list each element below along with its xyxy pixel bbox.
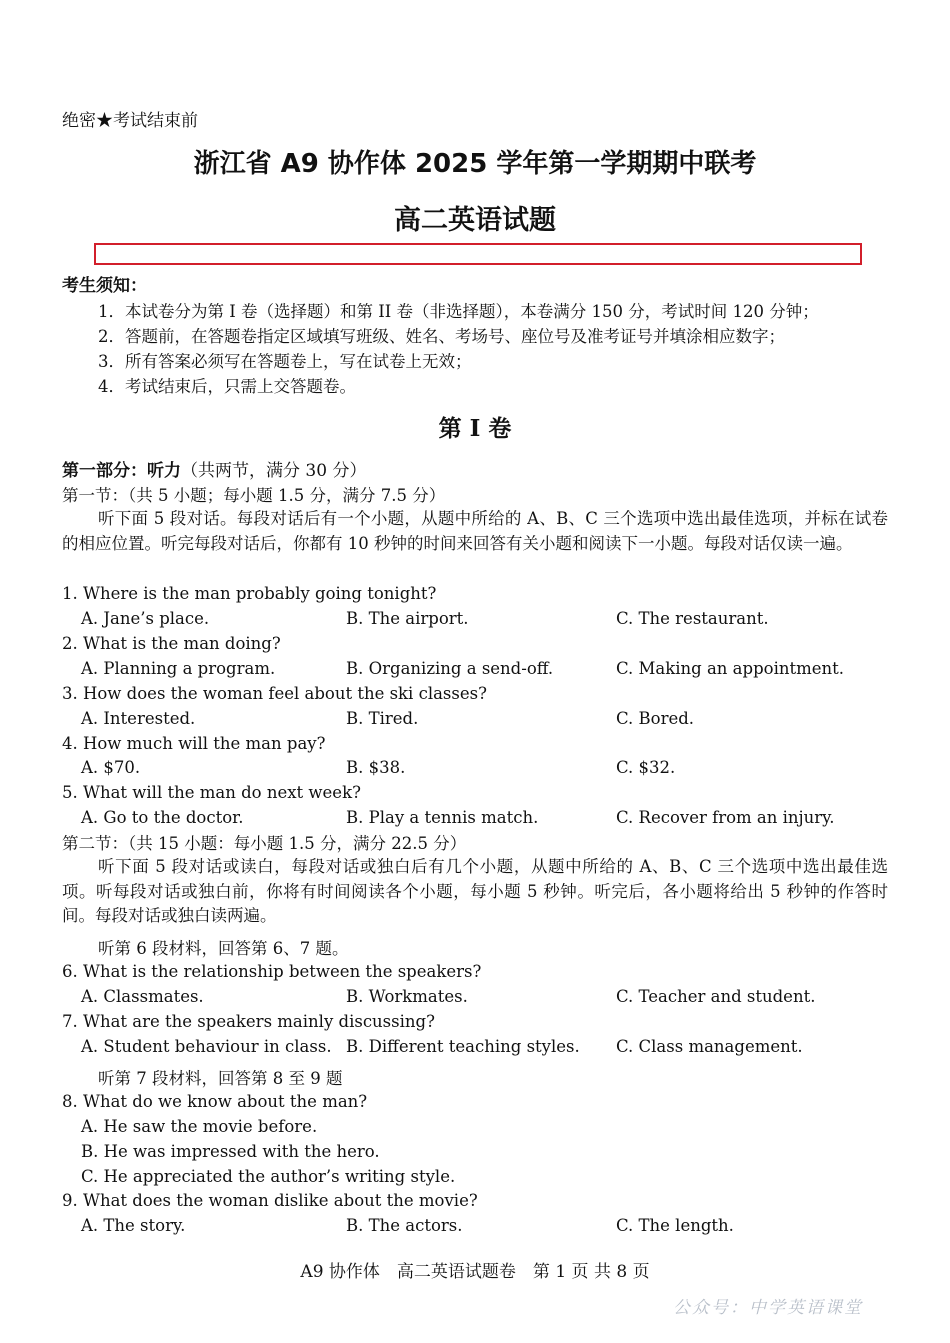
option-b: B. Tired. bbox=[346, 709, 419, 728]
question-6: 6. What is the relationship between the speakers? bbox=[62, 962, 482, 981]
section1-heading: 第一节：（共 5 小题；每小题 1.5 分，满分 7.5 分） bbox=[62, 486, 446, 505]
question-7: 7. What are the speakers mainly discussing? bbox=[62, 1012, 435, 1031]
option-c: C. The length. bbox=[616, 1216, 734, 1235]
section1-instructions: 听下面 5 段对话。每段对话后有一个小题，从题中所给的 A、B、C 三个选项中选出最佳选项，并标在试卷的相应位置。听完每段对话后，你都有 10 秒钟的时间来回答有关小题和阅读下一小题。每段对话仅读一遍。 bbox=[62, 509, 888, 553]
notice-item: 4．考试结束后，只需上交答题卷。 bbox=[98, 377, 356, 396]
option-a: A. The story. bbox=[81, 1216, 186, 1235]
notice-item: 1．本试卷分为第 I 卷（选择题）和第 II 卷（非选择题），本卷满分 150 分，考试时间 120 分钟； bbox=[98, 302, 819, 321]
option-b: B. Play a tennis match. bbox=[346, 808, 539, 827]
option-b: B. Organizing a send-off. bbox=[346, 659, 554, 678]
listen-instruction-7: 听第 7 段材料，回答第 8 至 9 题 bbox=[98, 1069, 343, 1088]
option-a: A. Go to the doctor. bbox=[81, 808, 244, 827]
part1-title bbox=[62, 456, 366, 481]
notice-item: 3．所有答案必须写在答题卷上，写在试卷上无效； bbox=[98, 352, 472, 371]
option-b: B. He was impressed with the hero. bbox=[81, 1142, 380, 1161]
question-9: 9. What does the woman dislike about the movie? bbox=[62, 1191, 478, 1210]
question-4: 4. How much will the man pay? bbox=[62, 734, 326, 753]
option-c: C. Class management. bbox=[616, 1037, 803, 1056]
question-8: 8. What do we know about the man? bbox=[62, 1092, 368, 1111]
option-a: A. Classmates. bbox=[81, 987, 204, 1006]
option-c: C. Making an appointment. bbox=[616, 659, 845, 678]
option-b: B. $38. bbox=[346, 758, 406, 777]
option-a: A. Student behaviour in class. bbox=[81, 1037, 332, 1056]
option-c: C. He appreciated the author’s writing style. bbox=[81, 1167, 456, 1186]
question-3: 3. How does the woman feel about the ski classes? bbox=[62, 684, 487, 703]
notice-title: 考生须知： bbox=[62, 276, 147, 296]
part1-title-bold: 第一部分：听力 bbox=[62, 461, 181, 481]
red-highlight-box bbox=[94, 243, 862, 265]
question-1: 1. Where is the man probably going tonight? bbox=[62, 584, 437, 603]
confidential-label: 绝密★考试结束前 bbox=[62, 111, 198, 131]
option-b: B. Different teaching styles. bbox=[346, 1037, 580, 1056]
page-footer: A9 协作体 高二英语试题卷 第 1 页 共 8 页 bbox=[300, 1262, 650, 1282]
option-c: C. Teacher and student. bbox=[616, 987, 816, 1006]
option-c: C. The restaurant. bbox=[616, 609, 769, 628]
section2-heading: 第二节：（共 15 小题：每小题 1.5 分，满分 22.5 分） bbox=[62, 834, 467, 853]
volume-title: 第 I 卷 bbox=[438, 415, 512, 442]
part1-title-rest: （共两节，满分 30 分） bbox=[181, 461, 367, 481]
notice-item: 2．答题前，在答题卷指定区域填写班级、姓名、考场号、座位号及准考证号并填涂相应数字； bbox=[98, 327, 785, 346]
option-a: A. $70. bbox=[81, 758, 141, 777]
option-c: C. $32. bbox=[616, 758, 676, 777]
exam-subtitle: 高二英语试题 bbox=[394, 205, 556, 236]
option-a: A. Jane’s place. bbox=[81, 609, 210, 628]
option-c: C. Recover from an injury. bbox=[616, 808, 835, 827]
option-a: A. Interested. bbox=[81, 709, 196, 728]
watermark: 公众号：中学英语课堂 bbox=[673, 1298, 863, 1318]
option-a: A. Planning a program. bbox=[81, 659, 276, 678]
option-b: B. The airport. bbox=[346, 609, 469, 628]
listen-instruction-6: 听第 6 段材料，回答第 6、7 题。 bbox=[98, 939, 349, 958]
option-b: B. The actors. bbox=[346, 1216, 463, 1235]
option-c: C. Bored. bbox=[616, 709, 695, 728]
exam-title: 浙江省 A9 协作体 2025 学年第一学期期中联考 bbox=[193, 149, 757, 179]
section2-instructions: 听下面 5 段对话或读白，每段对话或独白后有几个小题，从题中所给的 A、B、C 三个选项中选出最佳选项。听每段对话或独白前，你将有时间阅读各个小题，每小题 5 秒钟。听完后，各小题将给出 5 秒钟的作答时间。每段对话或独白读两遍。 bbox=[62, 857, 888, 925]
question-5: 5. What will the man do next week? bbox=[62, 783, 361, 802]
option-b: B. Workmates. bbox=[346, 987, 468, 1006]
option-a: A. He saw the movie before. bbox=[81, 1117, 318, 1136]
question-2: 2. What is the man doing? bbox=[62, 634, 281, 653]
